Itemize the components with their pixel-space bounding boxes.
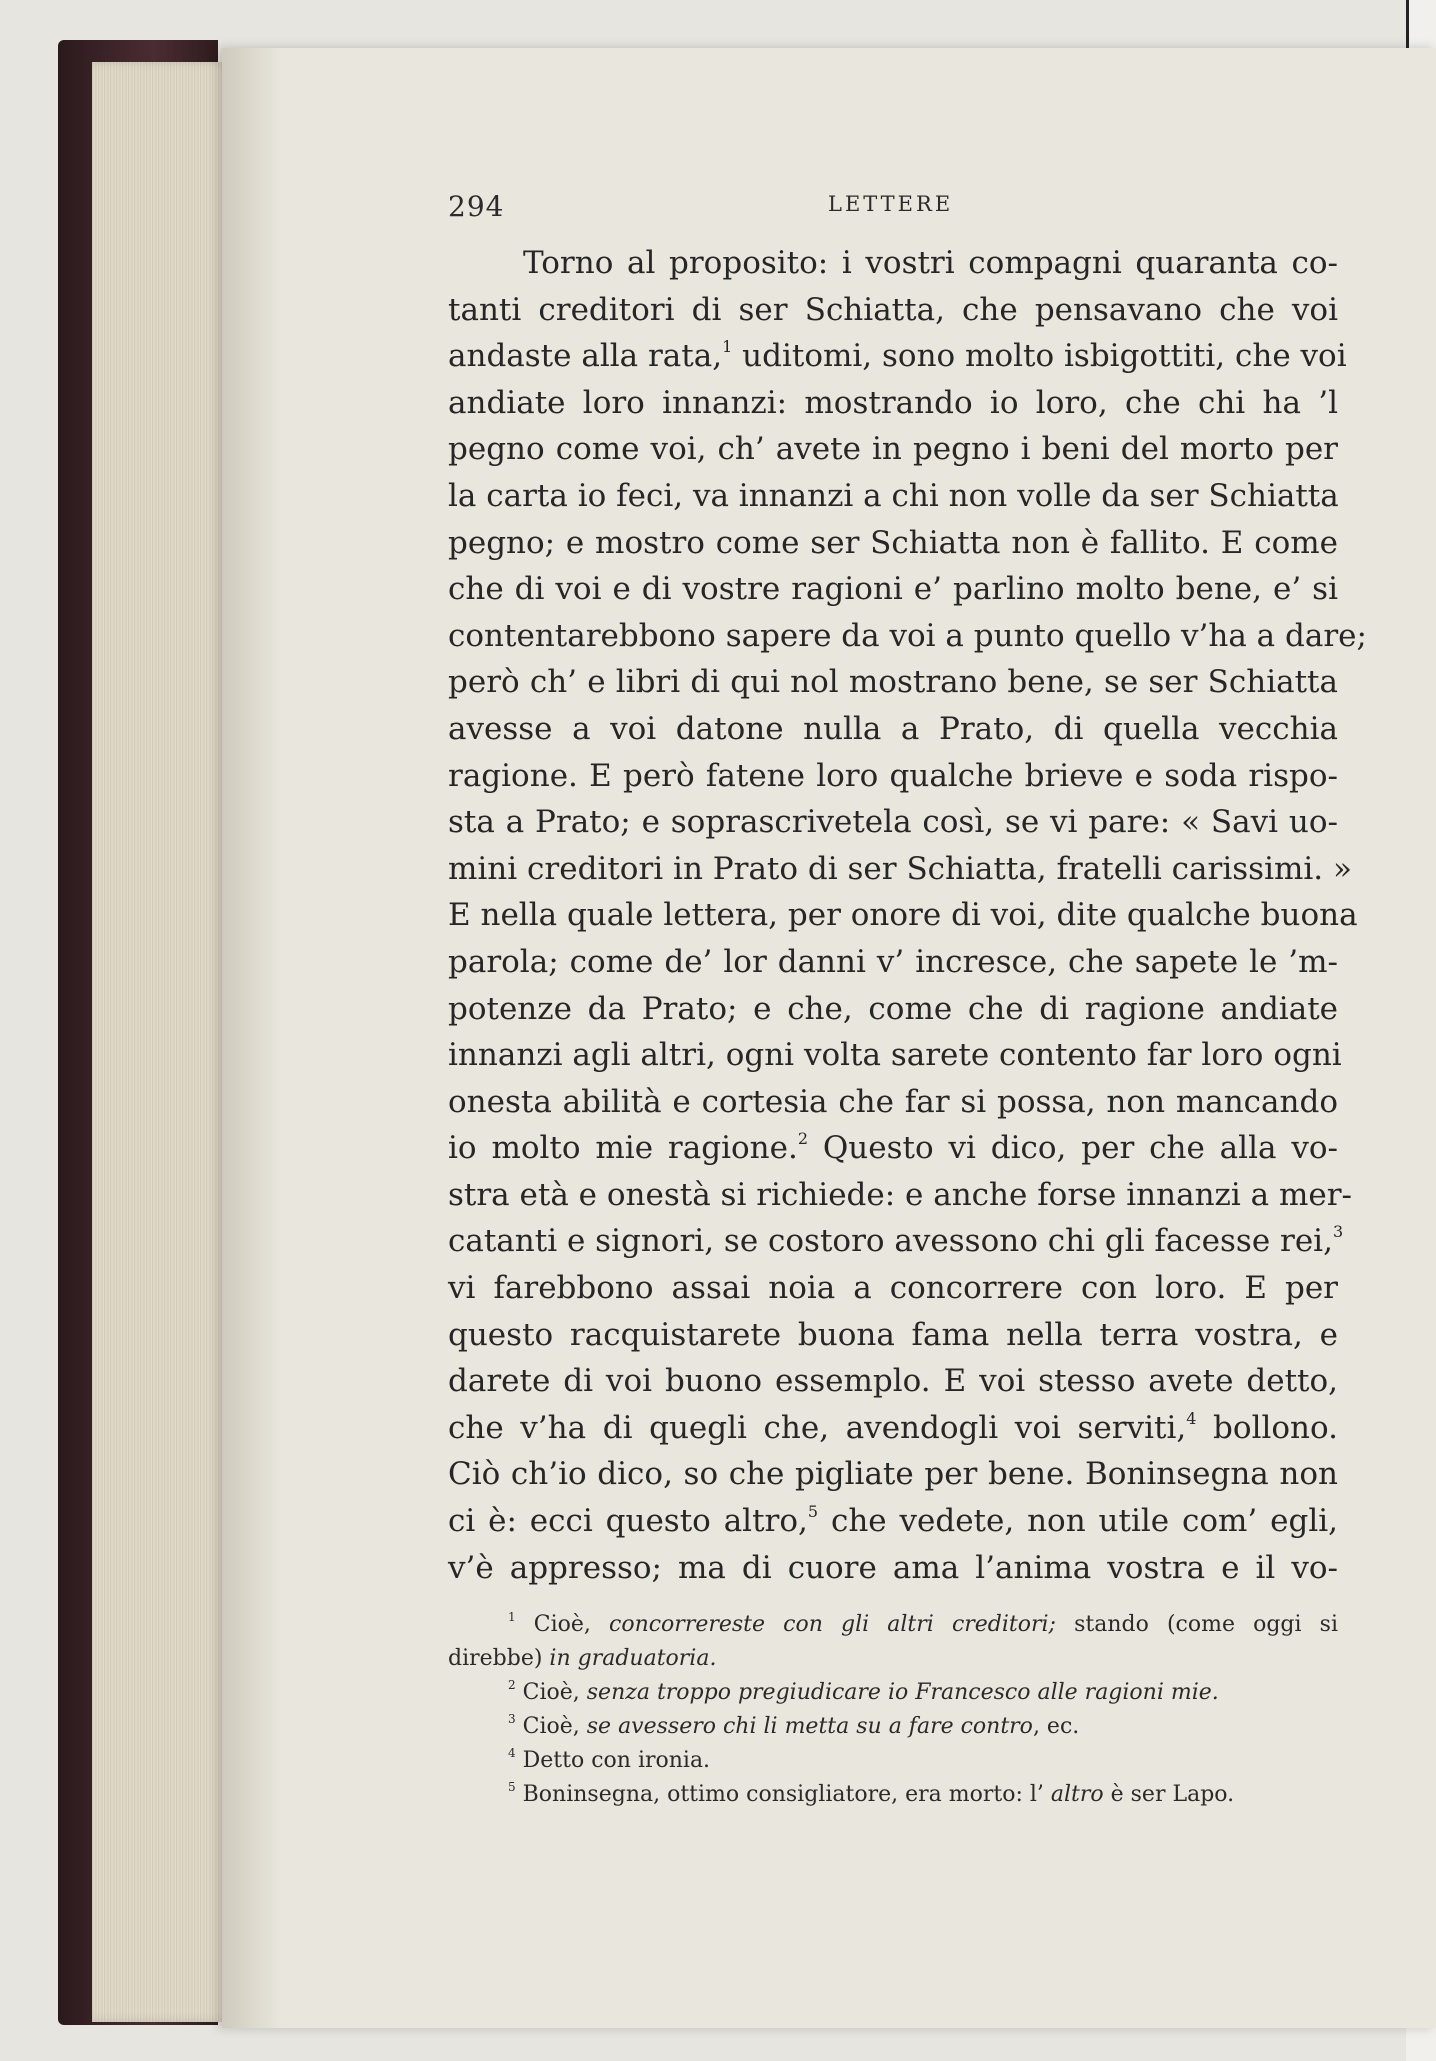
text-line: vi farebbono assai noia a concorrere con loro. E per — [448, 1270, 1338, 1307]
footnote-1: $^1$ Cioè, concorrereste con gli altri creditori; stando (come oggi si — [508, 1610, 1338, 1637]
text-line: stra età e onestà si richiede: e anche forse innanzi a mer- — [448, 1176, 1353, 1213]
text-line: tanti creditori di ser Schiatta, che pensavano che voi — [448, 291, 1338, 328]
text-line: pegno come voi, ch’ avete in pegno i beni del morto per — [448, 431, 1338, 468]
text-line: andiate loro innanzi: mostrando io loro, che chi ha ’l — [448, 384, 1338, 421]
footnote-ref: 2 — [797, 1129, 808, 1149]
text-line: che v’ha di quegli che, avendogli voi serviti,$^4$ bollono. — [448, 1408, 1338, 1446]
text-line: E nella quale lettera, per onore di voi, dite qualche buona — [448, 897, 1358, 934]
text-line: innanzi agli altri, ogni volta sarete contento far loro ogni — [448, 1037, 1342, 1074]
page-header — [448, 190, 1358, 226]
text-line: onesta abilità e cortesia che far si possa, non mancando — [448, 1083, 1338, 1120]
text-line: parola; come de’ lor danni v’ incresce, che sapete le ’m- — [448, 943, 1338, 980]
running-title: LETTERE — [828, 192, 954, 216]
text-line: catanti e signori, se costoro avessono chi gli facesse rei,$^3$ — [448, 1222, 1344, 1260]
text-line: che di voi e di vostre ragioni e’ parlino molto bene, e’ si — [448, 571, 1338, 608]
text-line: andaste alla rata,$^1$ uditomi, sono molto isbigottiti, che voi — [448, 337, 1347, 375]
text-line: darete di voi buono essemplo. E voi stesso avete detto, — [448, 1363, 1338, 1400]
footnote-ref: 4 — [1186, 1408, 1197, 1428]
text-line: ci è: ecci questo altro,$^5$ che vedete, non utile com’ egli, — [448, 1502, 1339, 1540]
text-line: ragione. E però fatene loro qualche brieve e soda rispo- — [448, 757, 1338, 794]
text-line: Ciò ch’io dico, so che pigliate per bene. Boninsegna non — [448, 1456, 1338, 1493]
text-line: potenze da Prato; e che, come che di ragione andiate — [448, 990, 1338, 1027]
text-line: sta a Prato; e soprascrivetela così, se vi pare: « Savi uo- — [448, 804, 1338, 841]
text-line: la carta io feci, va innanzi a chi non volle da ser Schiatta — [448, 477, 1339, 514]
footnote-4: $^4$ Detto con ironia. — [508, 1746, 711, 1773]
letter-body — [448, 240, 1367, 1591]
text-line: mini creditori in Prato di ser Schiatta, fratelli carissimi. » — [448, 850, 1352, 887]
footnote-5: $^5$ Boninsegna, ottimo consigliatore, era morto: l’ altro è ser Lapo. — [508, 1780, 1235, 1807]
footnote-1-cont: direbbe) in graduatoria. — [448, 1646, 717, 1671]
text-line: avesse a voi datone nulla a Prato, di quella vecchia — [448, 710, 1338, 747]
text-line: pegno; e mostro come ser Schiatta non è fallito. E come — [448, 524, 1338, 561]
text-line: io molto mie ragione.$^2$ Questo vi dico, per che alla vo- — [448, 1129, 1338, 1167]
footnote-3: $^3$ Cioè, se avessero chi li metta su a fare contro, ec. — [508, 1712, 1080, 1739]
text-line: questo racquistarete buona fama nella terra vostra, e — [448, 1316, 1338, 1353]
footnote-ref: 3 — [1332, 1222, 1344, 1242]
page-edges — [92, 62, 242, 2022]
footnotes — [448, 1608, 1338, 1812]
footnote-2: $^2$ Cioè, senza troppo pregiudicare io Francesco alle ragioni mie. — [508, 1678, 1219, 1705]
text-line: però ch’ e libri di qui nol mostrano bene, se ser Schiatta — [448, 664, 1338, 701]
footnote-ref: 1 — [722, 337, 733, 357]
page-number: 294 — [448, 190, 505, 223]
text-line: v’è appresso; ma di cuore ama l’anima vostra e il vo- — [448, 1549, 1338, 1586]
footnote-ref: 5 — [807, 1502, 819, 1522]
text-line: contentarebbono sapere da voi a punto quello v’ha a dare; — [448, 617, 1367, 654]
text-line: Torno al proposito: i vostri compagni quaranta co- — [523, 245, 1338, 281]
